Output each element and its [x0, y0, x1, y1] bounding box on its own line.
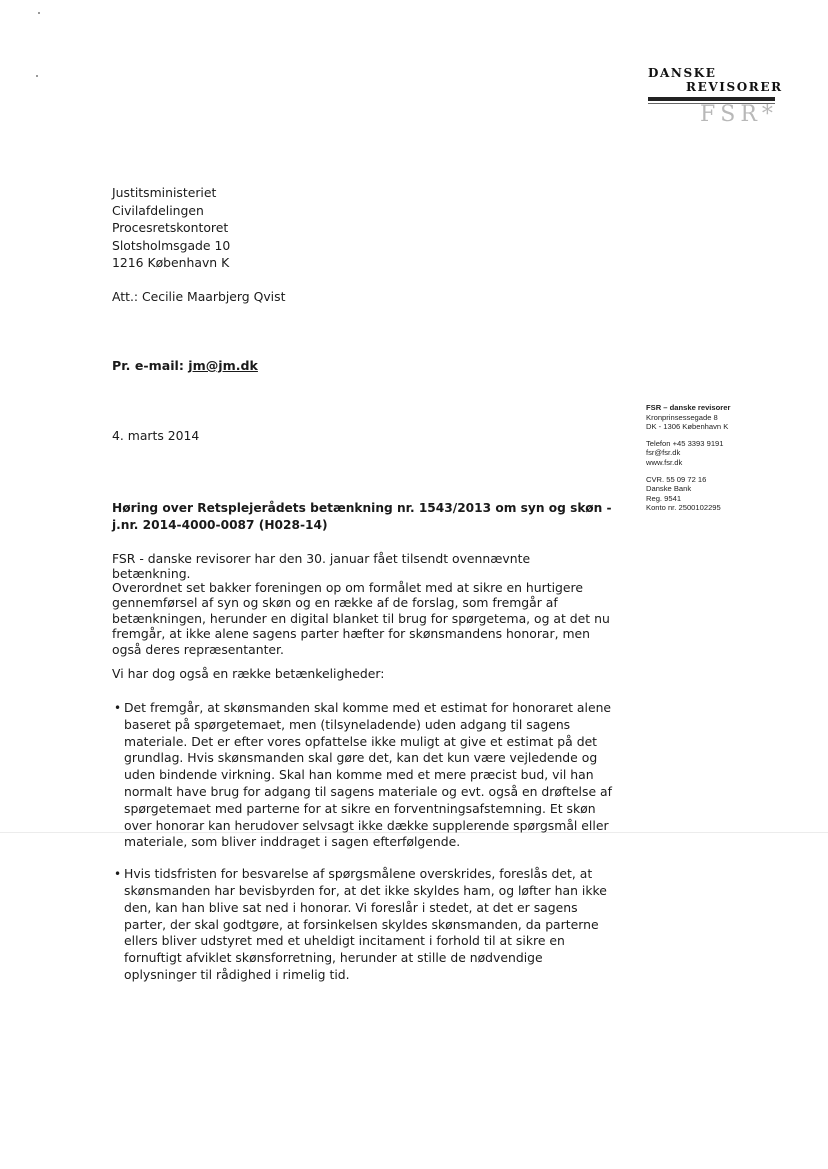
body-paragraph: Overordnet set bakker foreningen op om formålet med at sikre en hurtigere gennemførsel af syn og skøn og en række af de forslag, som fremgår af betænkningen, herunder en digital blanket til brug for spørgetema, og at det nu fremgår, at ikke alene sagens parter hæfter for skønsmandens honorar, men også deres repræsentanter.: [112, 580, 610, 657]
list-item: [112, 700, 612, 851]
attention-line: Att.: Cecilie Maarbjerg Qvist: [112, 289, 286, 304]
sender-street: Kronprinsessegade 8: [646, 412, 718, 422]
recipient-line: Procesretskontoret: [112, 220, 229, 236]
email-label: Pr. e-mail:: [112, 358, 189, 373]
body-paragraph: Vi har dog også en række betænkeligheder:: [112, 666, 385, 681]
recipient-address: [112, 184, 230, 272]
email-line: [112, 358, 258, 373]
list-item-text: Hvis tidsfristen for besvarelse af spørgsmålene overskrides, foreslås det, at skønsmanden har bevisbyrden for, at det ikke skyldes ham, og løfter han ikke den, kan han blive sat ned i honorar. Vi foreslår i stedet, at det er sagens parter, der skal godtgøre, at forsinkelsen skyldes skønsmanden, da parterne ellers bliver udstyret med et uheldigt incitament i forhold til at sikre en fornuftigt afviklet skønsforretning, herunder at stille de nødvendige oplysninger til rådighed i rimelig tid.: [124, 866, 607, 982]
sender-web[interactable]: www.fsr.dk: [646, 457, 683, 467]
scan-speck: [36, 75, 38, 77]
fsr-logo: [640, 66, 783, 130]
logo-text-danske: DANSKE: [648, 66, 717, 80]
logo-mark: FSR*: [700, 102, 778, 127]
concerns-list: [112, 700, 612, 999]
list-item: [112, 866, 612, 984]
sender-info: [646, 403, 730, 513]
body-paragraph: FSR - danske revisorer har den 30. januar fået tilsendt ovennævnte betænkning.: [112, 551, 531, 582]
bullet-icon: •: [114, 867, 122, 882]
recipient-line: Justitsministeriet: [112, 185, 217, 200]
recipient-line: Civilafdelingen: [112, 202, 204, 218]
letter-date: 4. marts 2014: [112, 428, 200, 443]
scan-speck: [38, 12, 40, 14]
sender-phone: Telefon +45 3393 9191: [646, 438, 724, 448]
logo-text-revisorer: REVISORER: [686, 80, 783, 94]
bullet-icon: •: [114, 701, 122, 715]
list-item-text: Det fremgår, at skønsmanden skal komme med et estimat for honoraret alene baseret på spørgetemaet, men (tilsyneladende) uden adgang til sagens materiale. Det er efter vores opfattelse ikke muligt at give et estimat på det grundlag. Hvis skønsmanden skal gøre det, kan det kun være vejledende og uden bindende virkning. Skal han komme med et mere præcist bud, vil han normalt have brug for adgang til sagens materiale og evt. også en drøftelse af spørgetemaet med parterne for at sikre en forventningsafstemning. Et skøn over honorar kan herudover selvsagt ikke dække supplerende spørgsmål eller materiale, som bliver inddraget i sagen efterfølgende.: [124, 700, 612, 850]
recipient-line: 1216 København K: [112, 255, 230, 271]
recipient-line: Slotsholmsgade 10: [112, 237, 231, 253]
letter-subject: Høring over Retsplejerådets betænkning nr. 1543/2013 om syn og skøn - j.nr. 2014-4000-0087 (H028-14): [112, 501, 612, 532]
logo-bar: [648, 97, 775, 101]
sender-email[interactable]: fsr@fsr.dk: [646, 448, 681, 458]
email-link[interactable]: jm@jm.dk: [188, 358, 258, 373]
sender-account: Konto nr. 2500102295: [646, 503, 721, 513]
sender-city: DK - 1306 København K: [646, 422, 729, 432]
sender-bank: Danske Bank: [646, 484, 692, 494]
sender-name: FSR – danske revisorer: [646, 403, 731, 412]
sender-reg: Reg. 9541: [646, 493, 682, 503]
sender-cvr: CVR. 55 09 72 16: [646, 474, 707, 484]
